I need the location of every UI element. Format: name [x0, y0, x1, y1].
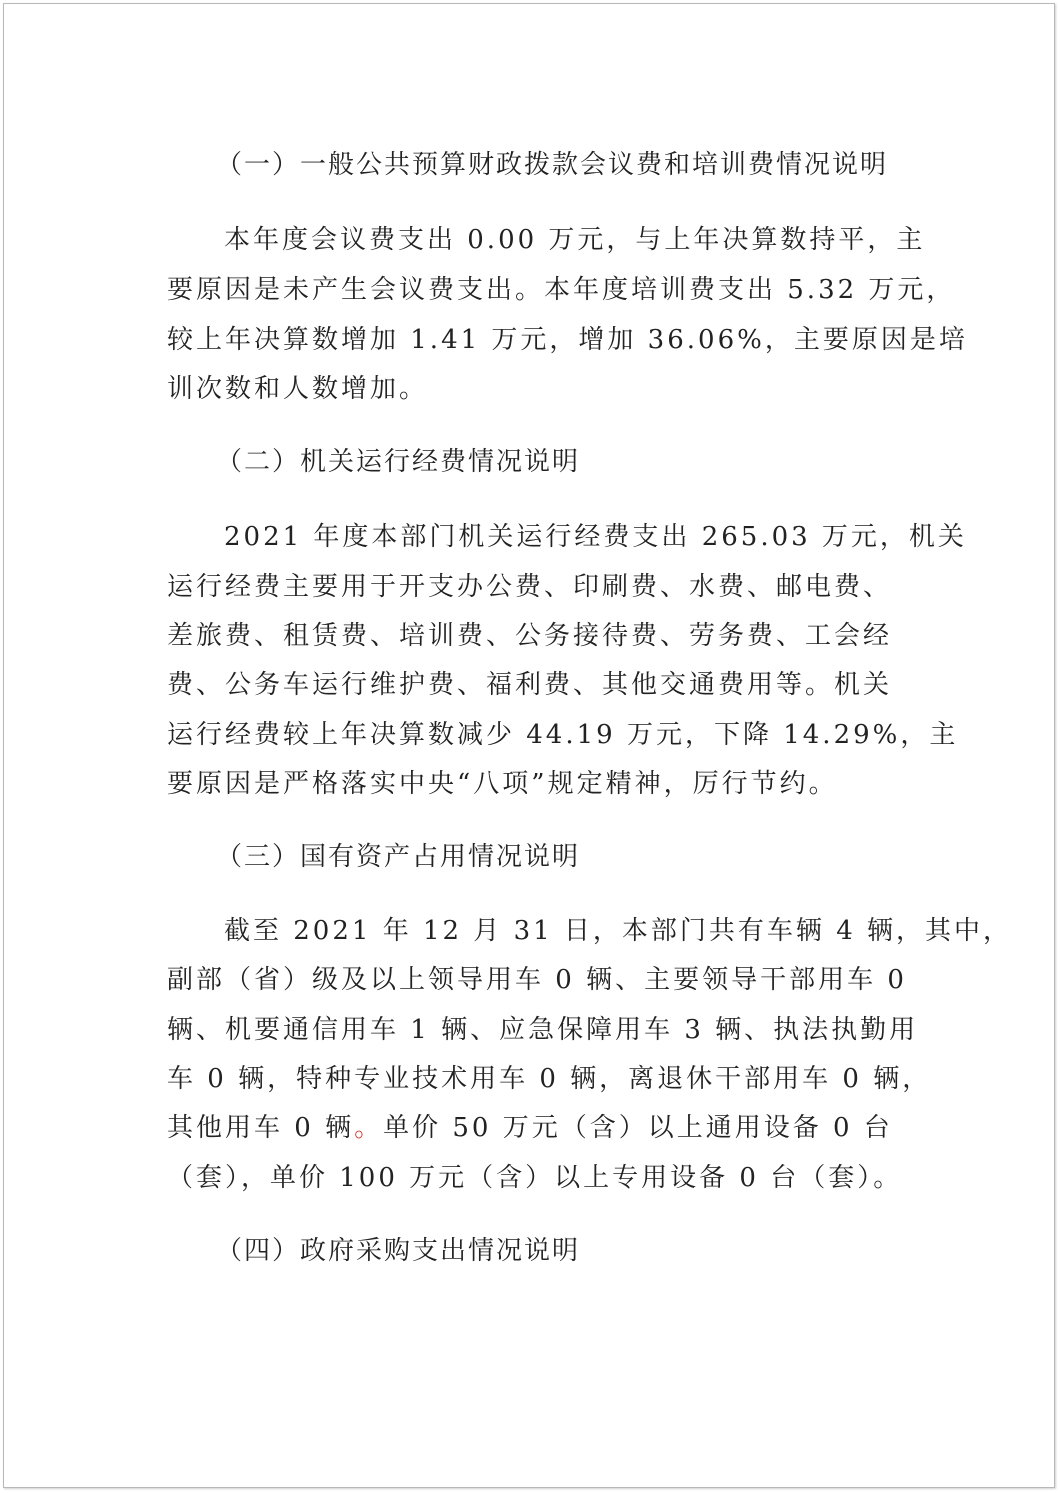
- section-2-line-4: 费、公务车运行维护费、福利费、其他交通费用等。机关: [167, 670, 893, 700]
- section-3-line-6: （套），单价 100 万元（含）以上专用设备 0 台（套）。: [167, 1163, 903, 1193]
- section-1-line-1: 本年度会议费支出 0.00 万元，与上年决算数持平，主: [224, 225, 926, 255]
- section-1-heading: （一）一般公共预算财政拨款会议费和培训费情况说明: [216, 150, 889, 180]
- section-2-line-3: 差旅费、租赁费、培训费、公务接待费、劳务费、工会经: [167, 621, 893, 651]
- section-2-line-5: 运行经费较上年决算数减少 44.19 万元，下降 14.29%，主: [167, 720, 959, 750]
- section-3-line-3: 辆、机要通信用车 1 辆、应急保障用车 3 辆、执法执勤用: [167, 1015, 919, 1045]
- section-1-line-3: 较上年决算数增加 1.41 万元，增加 36.06%，主要原因是培: [167, 325, 968, 355]
- section-2-heading: （二）机关运行经费情况说明: [216, 447, 581, 477]
- section-2-line-1: 2021 年度本部门机关运行经费支出 265.03 万元，机关: [224, 522, 967, 552]
- section-3-line-4: 车 0 辆，特种专业技术用车 0 辆，离退休干部用车 0 辆，: [167, 1064, 932, 1094]
- section-3-line-5-part-b: 单价 50 万元（含）以上通用设备 0 台: [383, 1113, 893, 1143]
- document-page: [3, 3, 1055, 1488]
- section-3-line-1: 截至 2021 年 12 月 31 日，本部门共有车辆 4 辆，其中，: [224, 916, 1012, 946]
- section-3-line-5: [167, 1112, 893, 1144]
- section-4-heading: （四）政府采购支出情况说明: [216, 1236, 581, 1266]
- section-3-heading: （三）国有资产占用情况说明: [216, 842, 581, 872]
- section-2-line-2: 运行经费主要用于开支办公费、印刷费、水费、邮电费、: [167, 572, 893, 602]
- section-1-line-4: 训次数和人数增加。: [167, 374, 429, 404]
- red-period-mark: 。: [354, 1113, 384, 1143]
- section-3-line-5-part-a: 其他用车 0 辆: [167, 1113, 355, 1143]
- section-1-line-2: 要原因是未产生会议费支出。本年度培训费支出 5.32 万元，: [167, 275, 956, 305]
- section-2-line-6: 要原因是严格落实中央“八项”规定精神，厉行节约。: [167, 769, 838, 799]
- section-3-line-2: 副部（省）级及以上领导用车 0 辆、主要领导干部用车 0: [167, 965, 907, 995]
